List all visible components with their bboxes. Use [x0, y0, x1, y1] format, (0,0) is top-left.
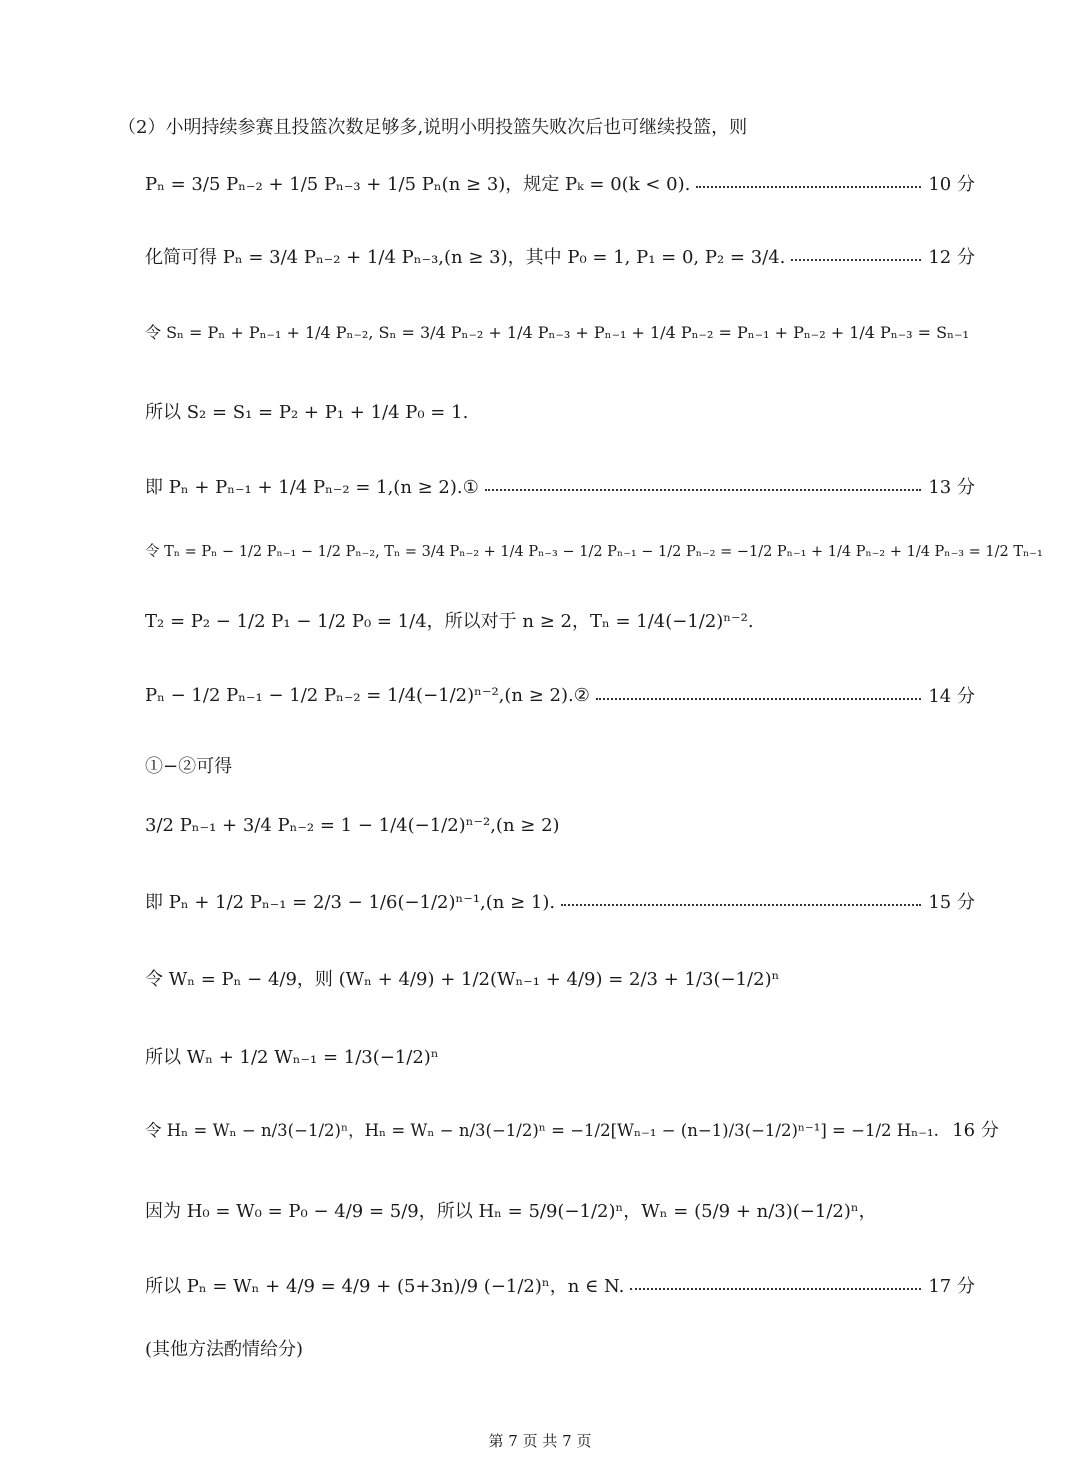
- line-4: [145, 320, 975, 343]
- line-1: [118, 113, 948, 139]
- dotted-leader: [485, 489, 921, 491]
- dotted-leader: [561, 904, 921, 906]
- line-text: (其他方法酌情给分): [145, 1339, 304, 1360]
- line-text: 因为 H₀ = W₀ = P₀ − 4/9 = 5/9，所以 Hₙ = 5/9(−1/2)ⁿ，Wₙ = (5/9 + n/3)(−1/2)ⁿ，: [145, 1201, 877, 1222]
- page-footer: 第 7 页 共 7 页: [488, 1432, 592, 1450]
- line-7: [145, 540, 1043, 561]
- dotted-leader: [696, 186, 921, 188]
- score-label: 15 分: [928, 892, 975, 913]
- line-13: [145, 965, 975, 991]
- line-15: [145, 1116, 999, 1142]
- line-6: [145, 473, 975, 499]
- line-9: [145, 682, 975, 708]
- line-12: [145, 888, 975, 914]
- line-text: 即 Pₙ + Pₙ₋₁ + 1/4 Pₙ₋₂ = 1,(n ≥ 2).①: [145, 477, 479, 498]
- line-text: Pₙ = 3/5 Pₙ₋₂ + 1/5 Pₙ₋₃ + 1/5 Pₙ(n ≥ 3)，规定 Pₖ = 0(k < 0).: [145, 174, 691, 195]
- line-text: 令 Hₙ = Wₙ − n/3(−1/2)ⁿ，Hₙ = Wₙ − n/3(−1/2)ⁿ = −1/2[Wₙ₋₁ − (n−1)/3(−1/2)ⁿ⁻¹] = −1/2 Hₙ₋₁.: [145, 1121, 939, 1140]
- score-label: 13 分: [928, 477, 975, 498]
- line-text: 令 Sₙ = Pₙ + Pₙ₋₁ + 1/4 Pₙ₋₂, Sₙ = 3/4 Pₙ₋₂ + 1/4 Pₙ₋₃ + Pₙ₋₁ + 1/4 Pₙ₋₂ = Pₙ₋₁ + Pₙ₋₂ + 1/4 Pₙ₋₃ = Sₙ₋₁: [145, 323, 969, 342]
- score-label: 12 分: [928, 247, 975, 268]
- line-text: 令 Wₙ = Pₙ − 4/9，则 (Wₙ + 4/9) + 1/2(Wₙ₋₁ + 4/9) = 2/3 + 1/3(−1/2)ⁿ: [145, 969, 780, 990]
- line-2: [145, 170, 975, 196]
- line-14: [145, 1043, 975, 1069]
- line-3: [145, 243, 975, 269]
- line-8: [145, 607, 975, 633]
- line-5: [145, 398, 975, 424]
- score-label: 16 分: [952, 1120, 999, 1141]
- line-text: 3/2 Pₙ₋₁ + 3/4 Pₙ₋₂ = 1 − 1/4(−1/2)ⁿ⁻²,(n ≥ 2): [145, 815, 560, 836]
- line-11: [145, 815, 975, 836]
- line-text: 所以 S₂ = S₁ = P₂ + P₁ + 1/4 P₀ = 1.: [145, 402, 469, 423]
- line-text: Pₙ − 1/2 Pₙ₋₁ − 1/2 Pₙ₋₂ = 1/4(−1/2)ⁿ⁻²,(n ≥ 2).②: [145, 684, 590, 706]
- score-label: 10 分: [928, 174, 975, 195]
- line-text: T₂ = P₂ − 1/2 P₁ − 1/2 P₀ = 1/4，所以对于 n ≥ 2，Tₙ = 1/4(−1/2)ⁿ⁻².: [145, 611, 754, 632]
- line-16: [145, 1197, 975, 1223]
- line-text: 令 Tₙ = Pₙ − 1/2 Pₙ₋₁ − 1/2 Pₙ₋₂, Tₙ = 3/4 Pₙ₋₂ + 1/4 Pₙ₋₃ − 1/2 Pₙ₋₁ − 1/2 Pₙ₋₂ = −1/2 Pₙ₋₁ + 1/4 Pₙ₋₂ + 1/4 Pₙ₋₃ = 1/2 Tₙ₋₁: [145, 544, 1043, 560]
- line-text: 即 Pₙ + 1/2 Pₙ₋₁ = 2/3 − 1/6(−1/2)ⁿ⁻¹,(n ≥ 1).: [145, 892, 556, 913]
- line-18: [145, 1335, 975, 1361]
- dotted-leader: [596, 698, 921, 700]
- line-10: [145, 752, 975, 778]
- line-17: [145, 1272, 975, 1298]
- line-text: 所以 Pₙ = Wₙ + 4/9 = 4/9 + (5+3n)/9 (−1/2)ⁿ，n ∈ N.: [145, 1276, 625, 1297]
- score-label: 17 分: [928, 1276, 975, 1297]
- line-text: 所以 Wₙ + 1/2 Wₙ₋₁ = 1/3(−1/2)ⁿ: [145, 1047, 439, 1068]
- score-label: 14 分: [928, 686, 975, 707]
- dotted-leader: [791, 259, 921, 261]
- line-text: （2）小明持续参赛且投篮次数足够多,说明小明投篮失败次后也可继续投篮，则: [118, 117, 748, 138]
- line-text: 化简可得 Pₙ = 3/4 Pₙ₋₂ + 1/4 Pₙ₋₃,(n ≥ 3)，其中 P₀ = 1, P₁ = 0, P₂ = 3/4.: [145, 247, 786, 268]
- dotted-leader: [630, 1288, 921, 1290]
- line-text: ①−②可得: [145, 756, 233, 777]
